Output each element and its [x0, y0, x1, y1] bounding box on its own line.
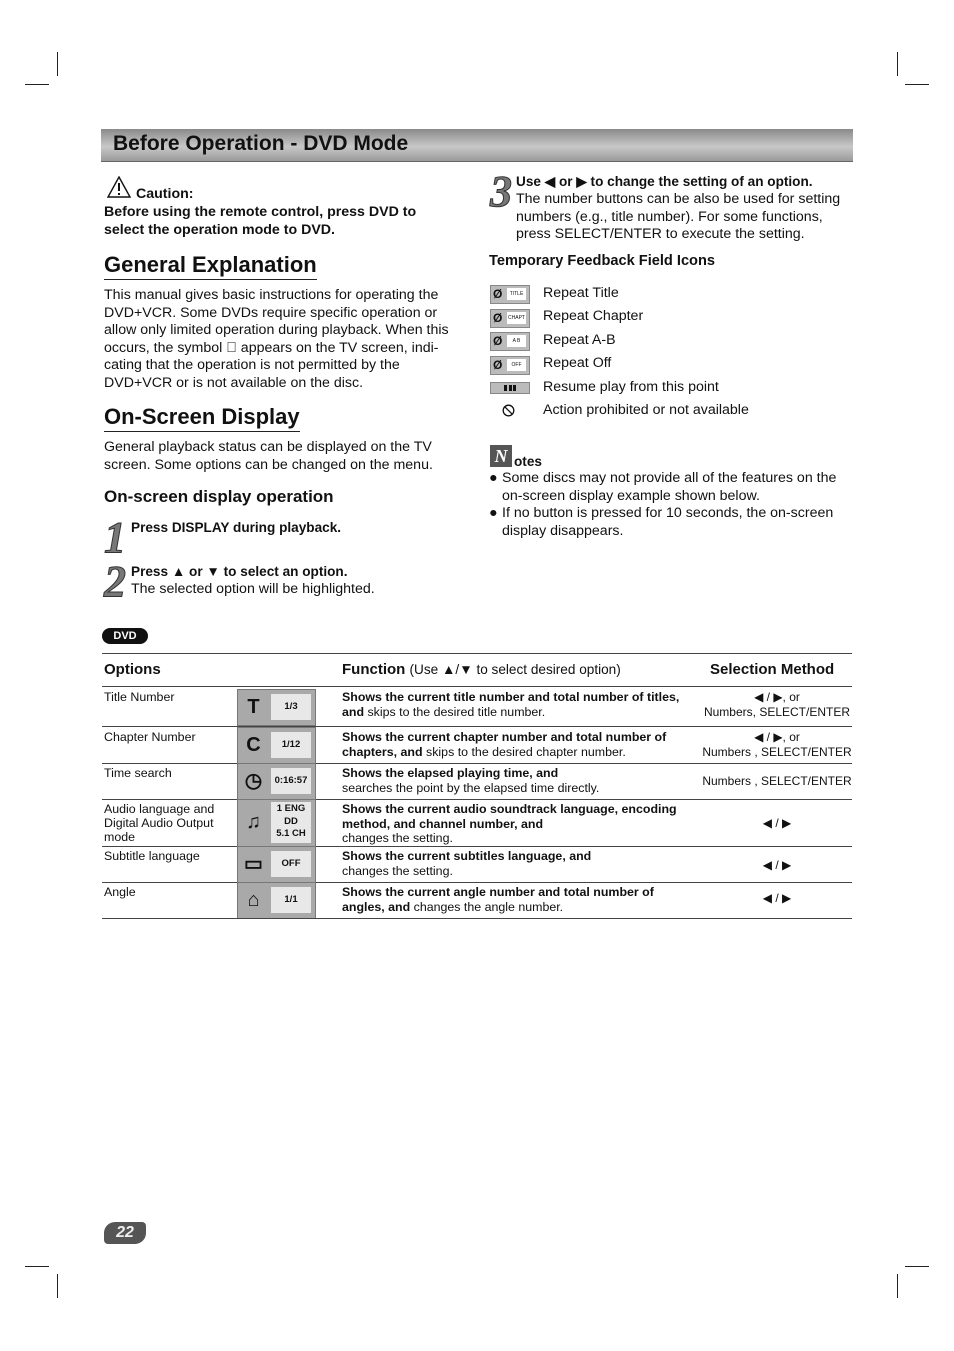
- table-row-option: Chapter Number: [104, 730, 196, 744]
- step-3-bold: Use ◀ or ▶ to change the setting of an option.: [516, 174, 813, 189]
- audio-icon-box: ♫ 1 ENG DD 5.1 CH: [237, 799, 316, 847]
- crop-mark: [25, 1266, 49, 1267]
- table-row-function: Shows the elapsed playing time, and searches the point by the elapsed time directly.: [342, 766, 600, 795]
- osd-title: On-Screen Display: [104, 404, 300, 432]
- table-row-function: Shows the current subtitles language, and changes the setting.: [342, 849, 592, 878]
- step-number: 3: [490, 167, 512, 216]
- crop-mark: [905, 84, 929, 85]
- table-row-function: Shows the current angle number and total number of angles, and changes the angle number.: [342, 885, 654, 914]
- subtitle-icon: ▭: [244, 853, 263, 875]
- table-row-selection: ◀ / ▶, or Numbers, SELECT/ENTER: [703, 690, 851, 719]
- notes-icon: N: [490, 445, 512, 467]
- repeat-chapter-icon: Ø CHAPT: [490, 309, 530, 328]
- feedback-label: Resume play from this point: [543, 379, 719, 395]
- crop-mark: [897, 52, 898, 76]
- crop-mark: [57, 1274, 58, 1298]
- table-divider: [102, 846, 852, 847]
- table-divider: [102, 918, 852, 919]
- dvd-badge: DVD: [102, 628, 148, 644]
- list-item: ● If no button is pressed for 10 seconds, the on-screen display disappears.: [489, 505, 834, 539]
- repeat-title-icon: Ø TITLE: [490, 285, 530, 304]
- table-row-selection: ◀ / ▶, or Numbers , SELECT/ENTER: [702, 730, 852, 759]
- general-body: This manual gives basic instructions for operating the DVD+VCR. Some DVDs require specific operation or allow only limited operation during playback. When this occurs, the symbol ⃠ appears on the TV screen, indi-cating that the operation is not permitted by the DVD+VCR or is not available on the disc.: [104, 287, 449, 391]
- table-row-option: Title Number: [104, 690, 175, 704]
- feedback-label: Repeat Chapter: [543, 308, 644, 324]
- col-header-options: Options: [104, 661, 161, 678]
- table-divider: [102, 686, 852, 687]
- clock-icon: ◷: [244, 770, 263, 792]
- page-header: [101, 129, 853, 162]
- table-row-selection: ◀ / ▶: [762, 891, 792, 905]
- chapter-icon: C: [246, 734, 261, 756]
- table-divider: [102, 882, 852, 883]
- notes-label: otes: [514, 454, 542, 469]
- osd-subtitle: On-screen display operation: [104, 487, 334, 506]
- col-header-selection: Selection Method: [710, 661, 835, 678]
- camera-icon: ⌂: [247, 889, 260, 911]
- table-divider: [102, 653, 852, 654]
- resume-icon: [490, 382, 530, 394]
- table-divider: [102, 726, 852, 727]
- feedback-title: Temporary Feedback Field Icons: [489, 253, 716, 269]
- caution-label: Caution:: [136, 186, 194, 202]
- step-1-bold: Press DISPLAY during playback.: [131, 520, 342, 535]
- title-icon: T: [247, 696, 260, 718]
- table-row-selection: ◀ / ▶: [762, 816, 792, 830]
- step-number: 1: [104, 513, 126, 562]
- table-row-option: Time search: [104, 766, 172, 780]
- feedback-label: Repeat Title: [543, 285, 619, 301]
- list-item: ● Some discs may not provide all of the features on the on-screen display example shown below.: [489, 470, 837, 504]
- page-title: Before Operation - DVD Mode: [113, 132, 409, 155]
- table-divider: [102, 763, 852, 764]
- chapter-icon-box: C 1/12: [237, 727, 316, 764]
- repeat-ab-icon: Ø A B: [490, 332, 530, 351]
- table-row-selection: ◀ / ▶: [762, 858, 792, 872]
- table-row-function: Shows the current chapter number and total number of chapters, and skips to the desired chapter number.: [342, 730, 667, 759]
- col-header-function: Function (Use ▲/▼ to select desired option): [342, 661, 621, 678]
- step-number: 2: [104, 557, 126, 606]
- page-number: 22: [104, 1222, 146, 1244]
- warning-icon: [107, 176, 131, 203]
- step-2-text: The selected option will be highlighted.: [131, 581, 375, 597]
- title-icon-box: T 1/3: [237, 689, 316, 726]
- prohibited-icon: [502, 404, 515, 422]
- feedback-label: Repeat Off: [543, 355, 612, 371]
- repeat-off-icon: Ø OFF: [490, 356, 530, 375]
- table-row-function: Shows the current title number and total number of titles, and skips to the desired title number.: [342, 690, 680, 719]
- clock-icon-box: ◷ 0:16:57: [237, 763, 316, 800]
- feedback-label: Action prohibited or not available: [543, 402, 749, 418]
- table-row-option: Angle: [104, 885, 136, 899]
- caution-text: Before using the remote control, press DVD to select the operation mode to DVD.: [104, 204, 417, 238]
- audio-icon: ♫: [246, 811, 261, 833]
- feedback-label: Repeat A-B: [543, 332, 616, 348]
- crop-mark: [25, 84, 49, 85]
- crop-mark: [897, 1274, 898, 1298]
- crop-mark: [57, 52, 58, 76]
- table-row-selection: Numbers , SELECT/ENTER: [702, 774, 852, 788]
- notes-list: [489, 470, 853, 540]
- table-divider: [102, 799, 852, 800]
- osd-body: General playback status can be displayed on the TV screen. Some options can be changed on the menu.: [104, 439, 433, 473]
- general-title: General Explanation: [104, 252, 317, 280]
- table-row-function: Shows the current audio soundtrack language, encoding method, and channel number, and changes the setting.: [342, 802, 677, 846]
- crop-mark: [905, 1266, 929, 1267]
- step-2-bold: Press ▲ or ▼ to select an option.: [131, 564, 348, 579]
- subtitle-icon-box: ▭ OFF: [237, 846, 316, 883]
- step-3-text: The number buttons can be also be used for setting numbers (e.g., title number). For some functions, press SELECT/ENTER to execute the setting.: [516, 191, 841, 243]
- table-row-option: Audio language and Digital Audio Output mode: [104, 802, 215, 844]
- camera-icon-box: ⌂ 1/1: [237, 882, 316, 919]
- table-row-option: Subtitle language: [104, 849, 200, 863]
